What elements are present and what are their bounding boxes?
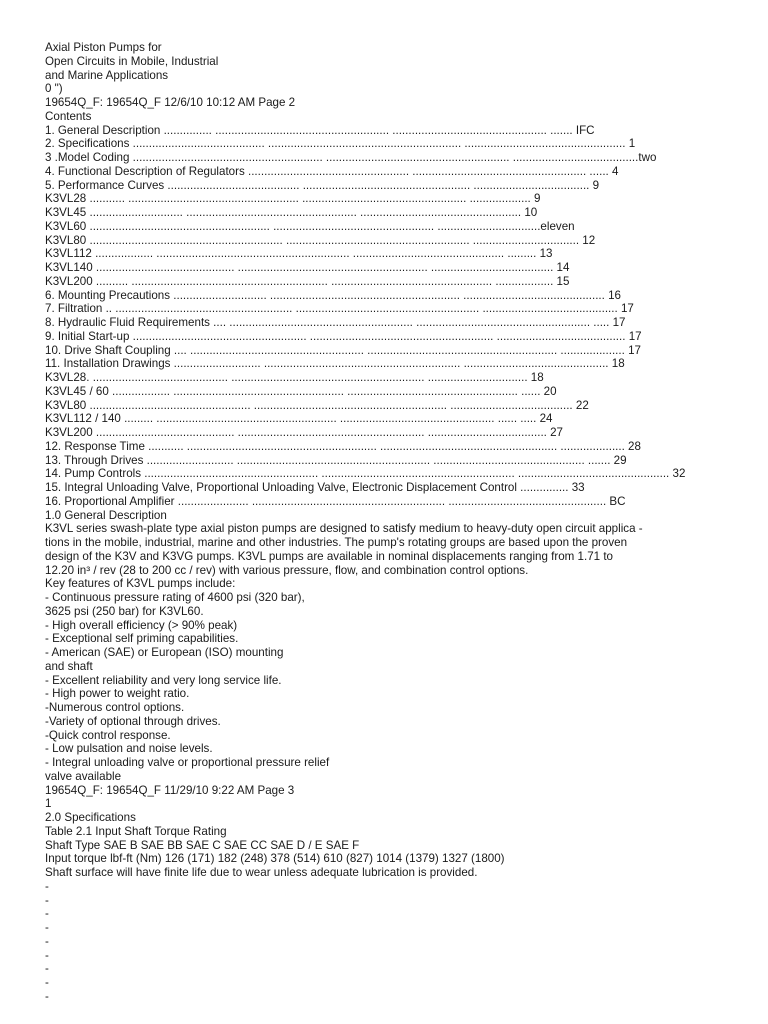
text-line: K3VL28 ........... ..................................................... ................................................... ................... 9 [45, 192, 541, 206]
text-line: - [45, 962, 49, 976]
text-line: Key features of K3VL pumps include: [45, 577, 236, 591]
text-line: K3VL112 .................. ............................................................ ............................................... ......... 13 [45, 247, 553, 261]
text-line: K3VL28. .......................................... ............................................................ ............................... 18 [45, 371, 544, 384]
text-line: 11. Installation Drawings ........................... ............................................................. ............................................. 18 [45, 357, 625, 371]
text-line: 13. Through Drives ........................... ............................................................ ............................................... ....... 29 [45, 453, 627, 467]
text-line: 14. Pump Controls ...................................................... ............................................................ ............................................... 32 [45, 467, 686, 481]
text-line: and Marine Applications [45, 68, 169, 82]
text-line: K3VL80 .................................................. ............................................................ ...................................... 22 [45, 398, 589, 412]
text-line: 19654Q_F: 19654Q_F 11/29/10 9:22 AM Page 3 [45, 783, 295, 797]
text-line: 5. Performance Curves ......................................... .................................................... .................................... 9 [45, 178, 600, 192]
text-line: 3 .Model Coding ........................................................... ......................................................... .......................................two [45, 151, 657, 164]
text-line: - High overall efficiency (> 90% peak) [45, 618, 238, 632]
text-line: K3VL60 ........................................................ .................................................. ................................eleven [45, 219, 575, 233]
text-line: - [45, 893, 49, 907]
text-line: - Integral unloading valve or proportional pressure relief [45, 756, 330, 769]
text-line: 12. Response Time ........... ........................................................... ....................................................... .................... 28 [45, 439, 641, 453]
text-line: 1. General Description ............... ...................................................... ................................................ ....... IFC [45, 123, 595, 137]
text-line: K3VL112 / 140 ......... ........................................................ ................................................ ...... ..... 24 [45, 412, 553, 426]
document-text [45, 41, 760, 1004]
text-line: - Excellent reliability and very long service life. [45, 673, 282, 687]
text-line: 9. Initial Start-up ...................................................... ......................................................... ........................................ 17 [45, 329, 642, 343]
text-line: 3625 psi (250 bar) for K3VL60. [45, 604, 204, 618]
text-line: Open Circuits in Mobile, Industrial [45, 54, 219, 68]
text-line: tions in the mobile, industrial, marine and other industries. The pump's rotating groups are based upon the proven [45, 536, 628, 549]
text-line: - [45, 907, 49, 921]
text-line: K3VL140 ........................................... ........................................................... ...................................... 14 [45, 261, 570, 274]
text-line: Contents [45, 109, 92, 123]
text-line: 19654Q_F: 19654Q_F 12/6/10 10:12 AM Page 2 [45, 96, 296, 109]
text-line: 0 ") [45, 82, 63, 96]
text-line: - Low pulsation and noise levels. [45, 742, 213, 756]
text-line: 6. Mounting Precautions ............................. ........................................................... ............................................ 16 [45, 288, 621, 302]
text-line: - [45, 921, 49, 934]
text-line: 1.0 General Description [45, 508, 167, 522]
text-line: 7. Filtration .. ....................................................... ......................................................... .......................................... 17 [45, 302, 634, 316]
text-line: - American (SAE) or European (ISO) mounting [45, 646, 284, 659]
text-line: Axial Piston Pumps for [45, 41, 162, 54]
text-line: valve available [45, 769, 122, 783]
text-line: -Quick control response. [45, 728, 171, 742]
text-line: -Numerous control options. [45, 701, 185, 714]
text-line: 12.20 in³ / rev (28 to 200 cc / rev) with various pressure, flow, and combination control options. [45, 563, 529, 577]
text-line: 2.0 Specifications [45, 811, 136, 824]
text-line: K3VL series swash-plate type axial piston pumps are designed to satisfy medium to heavy-duty open circuit applica - [45, 522, 643, 536]
text-line: - [45, 879, 49, 893]
text-line: K3VL200 .......... ............................................................. .................................................. .................. 15 [45, 274, 570, 288]
text-line: - [45, 976, 49, 989]
text-line: - [45, 934, 49, 948]
text-line: - [45, 948, 49, 962]
text-line: K3VL200 ........................................... .......................................................... ..................................... 27 [45, 426, 563, 439]
text-line: Input torque lbf-ft (Nm) 126 (171) 182 (248) 378 (514) 610 (827) 1014 (1379) 1327 (1800) [45, 852, 505, 866]
text-line: 1 [45, 797, 52, 811]
text-line: 15. Integral Unloading Valve, Proportional Unloading Valve, Electronic Displacement Control ............... 33 [45, 481, 585, 494]
text-line: Shaft surface will have finite life due to wear unless adequate lubrication is provided. [45, 866, 478, 879]
text-line: Shaft Type SAE B SAE BB SAE C SAE CC SAE D / E SAE F [45, 838, 360, 852]
text-line: 8. Hydraulic Fluid Requirements .... ......................................................... ...................................................... ..... 17 [45, 316, 626, 329]
text-line: 2. Specifications ......................................... ............................................................ .................................................. 1 [45, 137, 636, 151]
text-line: design of the K3V and K3VG pumps. K3VL pumps are available in nominal displacements ranging from 1.71 to [45, 549, 613, 563]
text-line: and shaft [45, 659, 93, 673]
text-line: - Exceptional self priming capabilities. [45, 632, 239, 646]
text-line: K3VL45 ............................. ..................................................... .................................................. 10 [45, 206, 538, 219]
text-line: 4. Functional Description of Regulators .................................................. ...................................................... ...... 4 [45, 164, 619, 178]
text-line: K3VL45 / 60 .................. ..................................................... ..................................................... ...... 20 [45, 384, 557, 398]
text-line: K3VL80 ............................................................ ......................................................... ................................. 12 [45, 233, 596, 247]
text-line: Table 2.1 Input Shaft Torque Rating [45, 824, 227, 838]
text-line: 10. Drive Shaft Coupling .... ...................................................... ........................................................... .................... 17 [45, 343, 641, 357]
text-line: - Continuous pressure rating of 4600 psi (320 bar), [45, 591, 305, 604]
text-line: -Variety of optional through drives. [45, 714, 221, 728]
text-line: 16. Proportional Amplifier ...................... ............................................................ ................................................. BC [45, 494, 626, 508]
text-line: - [45, 989, 49, 1003]
text-line: - High power to weight ratio. [45, 687, 190, 701]
